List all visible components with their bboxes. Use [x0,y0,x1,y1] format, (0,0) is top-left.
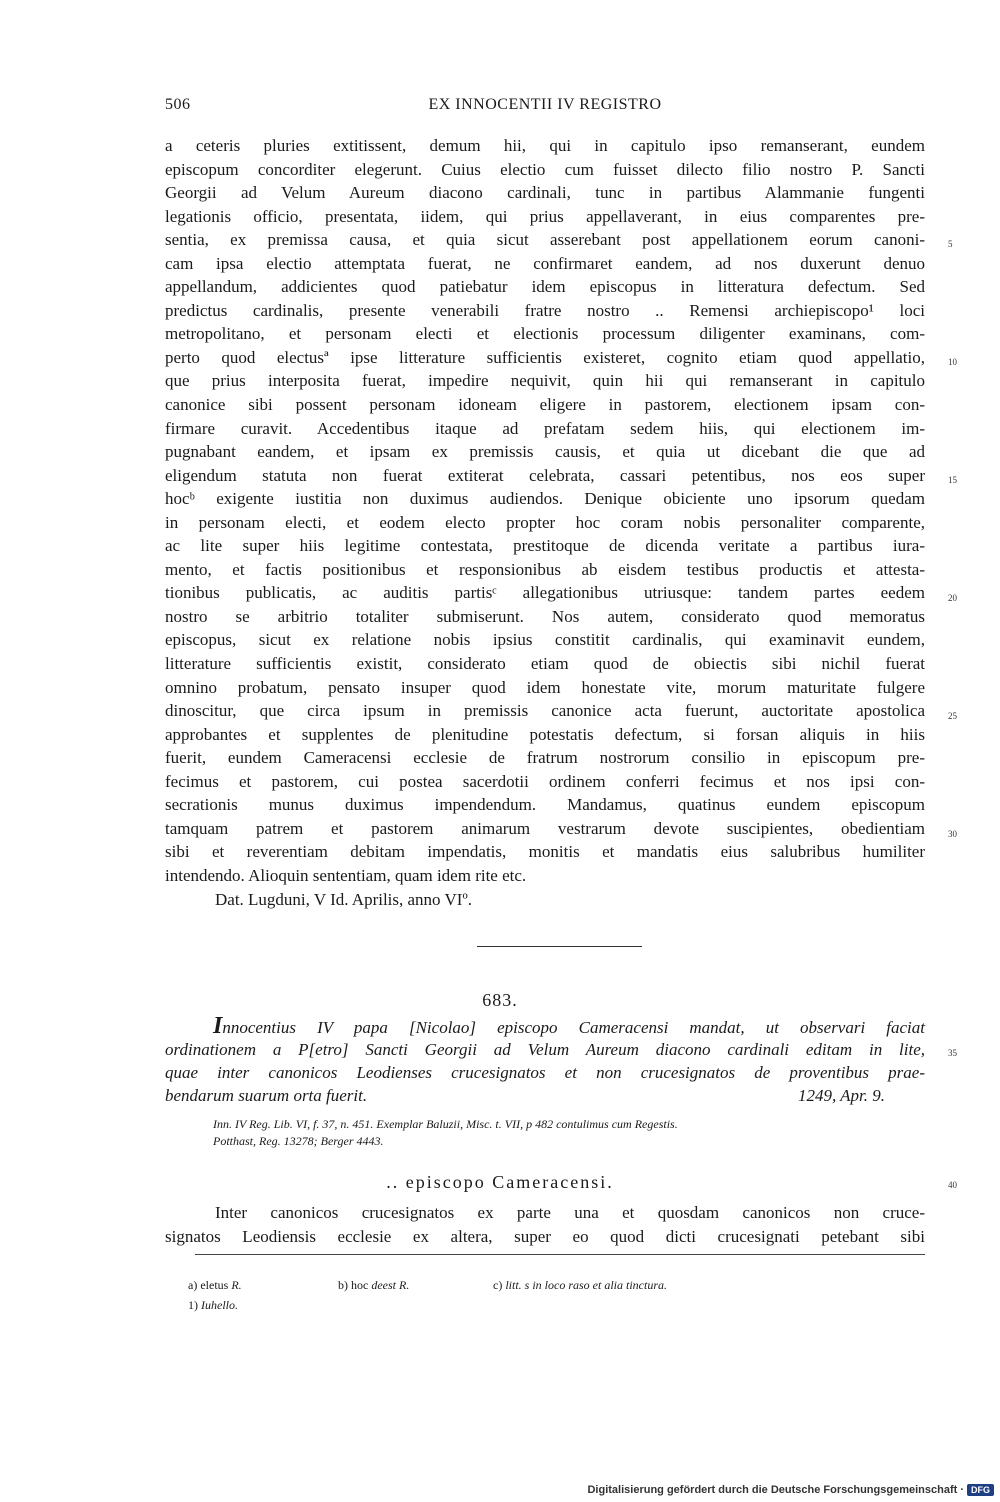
footnote-row [188,1275,928,1295]
dfg-logo-icon: DFG [967,1484,994,1496]
document-date: 1249, Apr. 9. [797,1086,885,1105]
running-header [165,96,925,120]
footnote-mark: 1) [188,1298,198,1312]
footnote-note: litt. s in loco raso et alia tinctura. [505,1278,667,1292]
running-title: EX INNOCENTII IV REGISTRO [428,96,662,113]
footnote-c [493,1275,667,1295]
footnote-note: R. [231,1278,242,1292]
regest-line [165,1015,925,1038]
text-line: a ceteris pluries extitissent, demum hii, qui in capitulo ipso remanserant, eundem [165,136,925,155]
footnotes [188,1275,928,1315]
footnote-mark: b) [338,1278,348,1292]
footnote-rule [195,1254,925,1255]
footnote-mark: c) [493,1278,503,1292]
footnote-text: hoc [351,1278,369,1292]
line-number: 20 [948,593,957,603]
regest-line [165,1084,925,1107]
text-line: signatos Leodiensis ecclesie ex altera, super eo quod dicti crucesignati petebant sibi [165,1226,925,1246]
text-line: tionibus publicatis, ac auditis partisᶜ allegationibus utriusque: tandem partes eedem [165,583,925,603]
text-line: cam ipsa electio attemptata fuerat, ne confirmaret eandem, ad nos duxerunt denuo [165,253,925,273]
text-line: eligendum statuta non fuerat extiterat celebrata, cassari petentibus, nos eos super [165,465,925,485]
text-line: Inter canonicos crucesignatos ex parte una et quosdam canonicos non cruce- [215,1203,925,1222]
text-line: mento, et factis positionibus et responsionibus ab eisdem testibus productis et attesta- [165,559,925,579]
credit-text: Digitalisierung gefördert durch die Deutsche Forschungsgemeinschaft · [587,1484,964,1496]
regest-line-text: bendarum suarum orta fuerit. [165,1086,368,1105]
text-line: secrationis munus duximus impendendum. Mandamus, quatinus eundem episcopum [165,795,925,815]
source-line: Potthast, Reg. 13278; Berger 4443. [213,1134,384,1148]
text-line: litterature sufficientis existit, considerato etiam quod de obiectis sibi nichil fuerat [165,654,925,674]
digitization-credit [587,1484,994,1496]
text-line: metropolitano, et personam electi et electionis processum diligenter examinans, com- [165,324,925,344]
text-line: tamquam patrem et pastorem animarum vestrarum devote suscipientes, obedientiam [165,818,925,838]
footnote-b [338,1275,409,1295]
footnote-mark: a) [188,1278,198,1292]
section-separator [477,946,642,947]
line-number: 15 [948,475,957,485]
text-line: fecimus et pastorem, cui postea sacerdotii ordinem conferri fecimus et nos ipsi con- [165,771,925,791]
addressee: .. episcopo Cameracensi. [386,1172,614,1192]
text-line: Georgii ad Velum Aureum diacono cardinali, tunc in partibus Alammanie fungenti [165,183,925,203]
footnote-note: Iuhello. [201,1298,238,1312]
regest [165,1015,925,1107]
text-line: approbantes et supplentes de plenitudine potestatis defectum, si forsan aliquis in hiis [165,724,925,744]
text-line: canonice sibi possent personam idoneam eligere in pastorem, electionem ipsam con- [165,395,925,415]
text-line: perto quod electusª ipse litterature sufficientis existeret, cognito etiam quod appellatio, [165,347,925,367]
text-line: in personam electi, et eodem electo propter hoc coram nobis personaliter comparente, [165,512,925,532]
source-references [213,1116,923,1150]
text-line: nostro se arbitrio totaliter submiserunt. Nos autem, considerato quod memoratus [165,606,925,626]
source-line: Inn. IV Reg. Lib. VI, f. 37, n. 451. Exemplar Baluzii, Misc. t. VII, p 482 contulimus cum Regestis. [213,1117,678,1131]
footnote-note: deest R. [371,1278,410,1292]
text-line: omnino probatum, pensato insuper quod idem honestate vite, morum maturitate fulgere [165,677,925,697]
text-line: sibi et reverentiam debitam impendatis, monitis et mandatis eius salubribus humiliter [165,842,925,862]
line-number: 40 [948,1180,957,1190]
regest-line: quae inter canonicos Leodienses crucesignatos et non crucesignatos de proventibus prae- [165,1063,925,1082]
document-number: 683. [482,990,518,1010]
text-line: hocᵇ exigente iustitia non duximus audiendos. Denique obiciente uno ipsorum quedam [165,489,925,509]
text-line: pugnabant eandem, et ipsam ex premissis causis, et quia ut dicebant die que ad [165,442,925,462]
footnote-1 [188,1295,238,1315]
footnote-row [188,1295,928,1315]
line-number: 5 [948,239,953,249]
line-number: 25 [948,711,957,721]
drop-cap: I [213,1013,223,1039]
text-line: firmare curavit. Accedentibus itaque ad prefatam sedem hiis, qui electionem im- [165,418,925,438]
letter-opening [165,1201,925,1248]
regest-line: ordinationem a P[etro] Sancti Georgii ad Velum Aureum diacono cardinali editam in lite, [165,1040,925,1059]
text-line: predictus cardinalis, presente venerabili fratre nostro .. Remensi archiepiscopo¹ loci [165,300,925,320]
text-line: appellandum, addicientes quod patiebatur idem episcopus in litteratura defectum. Sed [165,277,925,297]
regest-line-text: nnocentius IV papa [Nicolao] episcopo Cameracensi mandat, ut observari faciat [222,1018,925,1037]
text-line: dinoscitur, que circa ipsum in premissis canonice acta fuerunt, auctoritate apostolica [165,701,925,721]
text-line: legationis officio, presentata, iidem, qui prius appellaverant, in eius comparentes pre- [165,206,925,226]
page-number: 506 [165,96,191,113]
text-line: episcopus, sicut ex relatione nobis ipsius constitit cardinalis, qui examinavit eundem, [165,630,925,650]
line-number: 30 [948,829,957,839]
line-number: 10 [948,357,957,367]
text-line: fuerit, eundem Cameracensi ecclesie de fratrum nostrorum consilio in episcopum pre- [165,748,925,768]
text-line: episcopum concorditer elegerunt. Cuius electio cum fuisset dilecto filio nostro P. Sancti [165,159,925,179]
text-line: ac lite super hiis legitime contestata, prestitoque de dicenda veritate a partibus iura- [165,536,925,556]
main-text [165,134,925,911]
footnote-text: eletus [200,1278,229,1292]
line-number: 35 [948,1048,957,1058]
footnote-a [188,1275,242,1295]
text-line: que prius interposita fuerat, impedire nequivit, quin hii qui remanserant in capitulo [165,371,925,391]
text-line: sentia, ex premissa causa, et quia sicut asserebant post appellationem eorum canoni- [165,230,925,250]
dat-line: Dat. Lugduni, V Id. Aprilis, anno VIº. [215,889,472,909]
text-line: intendendo. Alioquin sententiam, quam idem rite etc. [165,865,527,885]
